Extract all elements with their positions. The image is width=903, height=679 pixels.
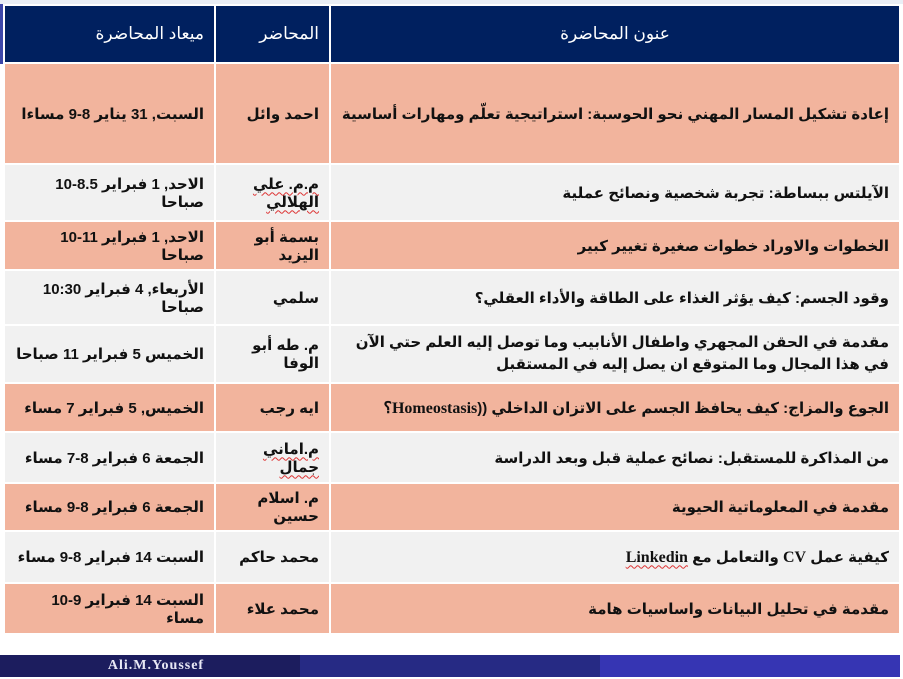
- footer-band: [0, 655, 900, 677]
- cell-lecturer: احمد وائل: [216, 64, 329, 163]
- lecturer-name: م.م. علي الهلالي: [252, 175, 319, 211]
- title-cv: CV: [783, 548, 807, 566]
- cell-date: الخميس, 5 فبراير 7 مساء: [5, 384, 214, 431]
- cell-title: إعادة تشكيل المسار المهني نحو الحوسبة: استراتيجية تعلّم ومهارات أساسية: [331, 64, 899, 163]
- cell-title: وقود الجسم: كيف يؤثر الغذاء على الطاقة والأداء العقلي؟: [331, 271, 899, 324]
- cell-date: الجمعة 6 فبراير 8-7 مساء: [5, 433, 214, 482]
- footer-author-block: [0, 655, 300, 677]
- table-row: [5, 165, 899, 220]
- cell-title: مقدمة في المعلوماتية الحيوية: [331, 484, 899, 530]
- cell-date: الاحد, 1 فبراير 8.5-10 صباحا: [5, 165, 214, 220]
- table-row: [5, 64, 899, 163]
- cell-date: الخميس 5 فبراير 11 صباحا: [5, 326, 214, 382]
- table-row: [5, 433, 899, 482]
- cell-date: السبت 14 فبراير 9-10 مساء: [5, 584, 214, 633]
- cell-lecturer: محمد علاء: [216, 584, 329, 633]
- title-part: والتعامل مع: [687, 548, 783, 566]
- cell-date: الأربعاء, 4 فبراير 10:30 صباحا: [5, 271, 214, 324]
- cell-title: [331, 532, 899, 582]
- cell-date: السبت, 31 يناير 8-9 مساءا: [5, 64, 214, 163]
- table-row: [5, 326, 899, 382]
- cell-title: [331, 165, 899, 220]
- cell-title: [331, 384, 899, 431]
- cell-lecturer: سلمي: [216, 271, 329, 324]
- cell-title: مقدمة في تحليل البيانات واساسيات هامة: [331, 584, 899, 633]
- footer-color-bar: [300, 655, 900, 677]
- cell-date: السبت 14 فبراير 8-9 مساء: [5, 532, 214, 582]
- cell-date: الاحد, 1 فبراير 11-10 صباحا: [5, 222, 214, 269]
- title-text: الآيلتس ببساطة: تجربة شخصية ونصائح عملية: [562, 184, 889, 202]
- title-question-mark: ؟: [383, 399, 392, 417]
- footer-author: Ali.M.Youssef: [107, 658, 205, 673]
- title-linkedin: Linkedin: [625, 548, 688, 566]
- lecturer-name: م.اماني جمال: [262, 440, 319, 476]
- cell-lecturer: بسمة أبو اليزيد: [216, 222, 329, 269]
- cell-title: الخطوات والاوراد خطوات صغيرة تغيير كبير: [331, 222, 899, 269]
- cell-date: الجمعة 6 فبراير 8-9 مساء: [5, 484, 214, 530]
- table-row: [5, 384, 899, 431]
- table-row: [5, 222, 899, 269]
- table-row: [5, 532, 899, 582]
- title-part: كيفية عمل: [806, 548, 889, 566]
- cell-lecturer: [216, 433, 329, 482]
- header-date: ميعاد المحاضرة: [5, 6, 214, 62]
- cell-title: مقدمة في الحقن المجهري واطفال الأنابيب وما توصل إليه العلم حتي الآن في هذا المجال وما المتوقع ان يصل إليه في المستقبل: [331, 326, 899, 382]
- cell-lecturer: [216, 165, 329, 220]
- table-row: [5, 584, 899, 633]
- title-arabic: الجوع والمزاج: كيف يحافظ الجسم على الاتزان الداخلي ((: [477, 399, 889, 417]
- header-lecturer: المحاضر: [216, 6, 329, 62]
- cell-lecturer: ايه رجب: [216, 384, 329, 431]
- table-row: [5, 271, 899, 324]
- cell-lecturer: م. اسلام حسين: [216, 484, 329, 530]
- table-row: [5, 484, 899, 530]
- cell-title: من المذاكرة للمستقبل: نصائح عملية قبل وبعد الدراسة: [331, 433, 899, 482]
- title-latin: Homeostasis: [391, 399, 478, 417]
- cell-lecturer: محمد حاكم: [216, 532, 329, 582]
- cell-lecturer: م. طه أبو الوفا: [216, 326, 329, 382]
- table-header-row: [5, 6, 899, 62]
- header-title: عنون المحاضرة: [331, 6, 899, 62]
- lecture-schedule-table: [3, 4, 901, 635]
